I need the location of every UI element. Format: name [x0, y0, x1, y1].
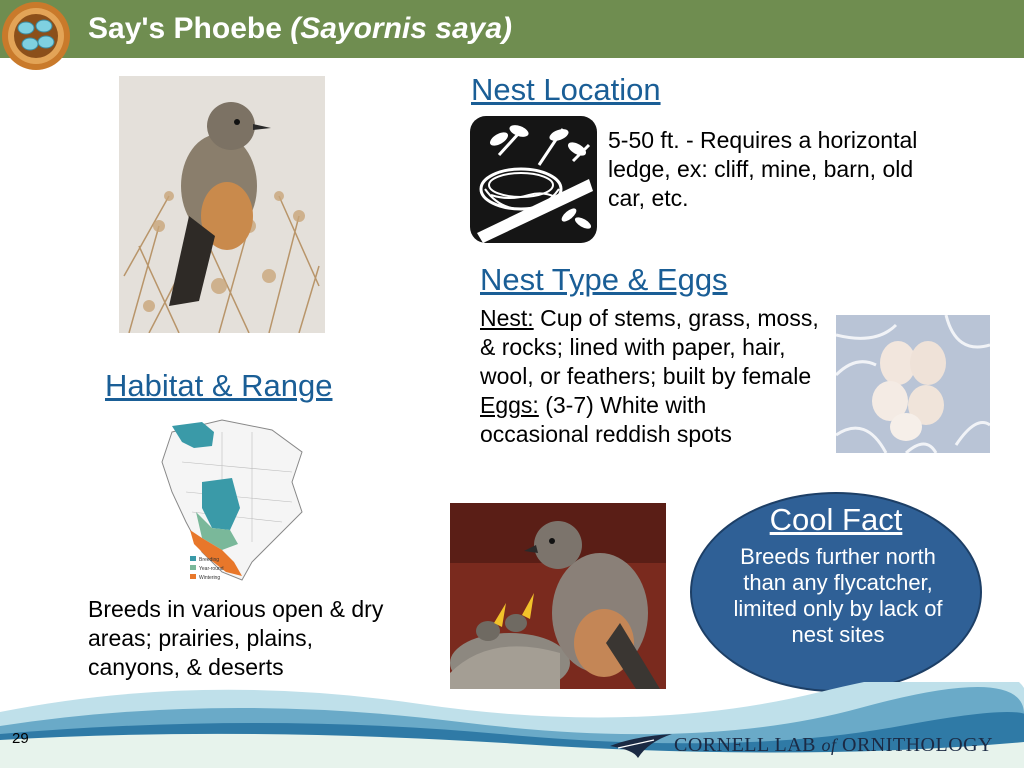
- habitat-heading: Habitat & Range: [105, 368, 333, 403]
- map-legend-breeding: Breeding: [199, 557, 220, 563]
- eggs-label: Eggs:: [480, 392, 539, 418]
- map-legend-year-round: Year-round: [199, 566, 224, 572]
- bird-swoosh-icon: [608, 728, 674, 762]
- phoebe-photo: [119, 76, 325, 333]
- logo-text-part1: CORNELL LAB: [674, 733, 816, 756]
- nest-type-heading: Nest Type & Eggs: [480, 262, 728, 297]
- nest-type-text: [480, 304, 820, 449]
- logo-text-part2: ORNITHOLOGY: [842, 733, 994, 756]
- cool-fact-bubble: [690, 492, 982, 692]
- slide-title: [88, 12, 512, 46]
- nest-description: Cup of stems, grass, moss, & rocks; lined with paper, hair, wool, or feathers; built by female: [480, 305, 819, 389]
- nest-location-heading: Nest Location: [471, 72, 661, 107]
- cornell-lab-logo: [608, 728, 993, 762]
- habitat-text: Breeds in various open & dry areas; prairies, plains, canyons, & deserts: [88, 596, 384, 680]
- page-number: 29: [12, 730, 29, 747]
- nest-label: Nest:: [480, 305, 534, 331]
- feeding-chicks-photo: [450, 503, 666, 689]
- cool-fact-heading: Cool Fact: [769, 502, 903, 537]
- nest-location-icon: [469, 115, 598, 244]
- nest-location-text: 5-50 ft. - Requires a horizontal ledge, ex: cliff, mine, barn, old car, etc.: [608, 127, 918, 211]
- footer-logo-text: [674, 734, 993, 757]
- title-bar: [0, 0, 1024, 58]
- range-map: [142, 412, 312, 588]
- cool-fact-text: Breeds further north than any flycatcher, limited only by lack of nest sites: [733, 544, 943, 647]
- logo-text-of: of: [821, 734, 837, 755]
- title-common-name: Say's Phoebe: [88, 12, 282, 45]
- eggs-photo: [836, 315, 990, 453]
- nest-eggs-logo-icon: [0, 0, 72, 72]
- eggs-description: (3-7) White with occasional reddish spots: [480, 392, 732, 447]
- map-legend-wintering: Wintering: [199, 575, 221, 581]
- title-scientific-name: (Sayornis saya): [290, 12, 513, 45]
